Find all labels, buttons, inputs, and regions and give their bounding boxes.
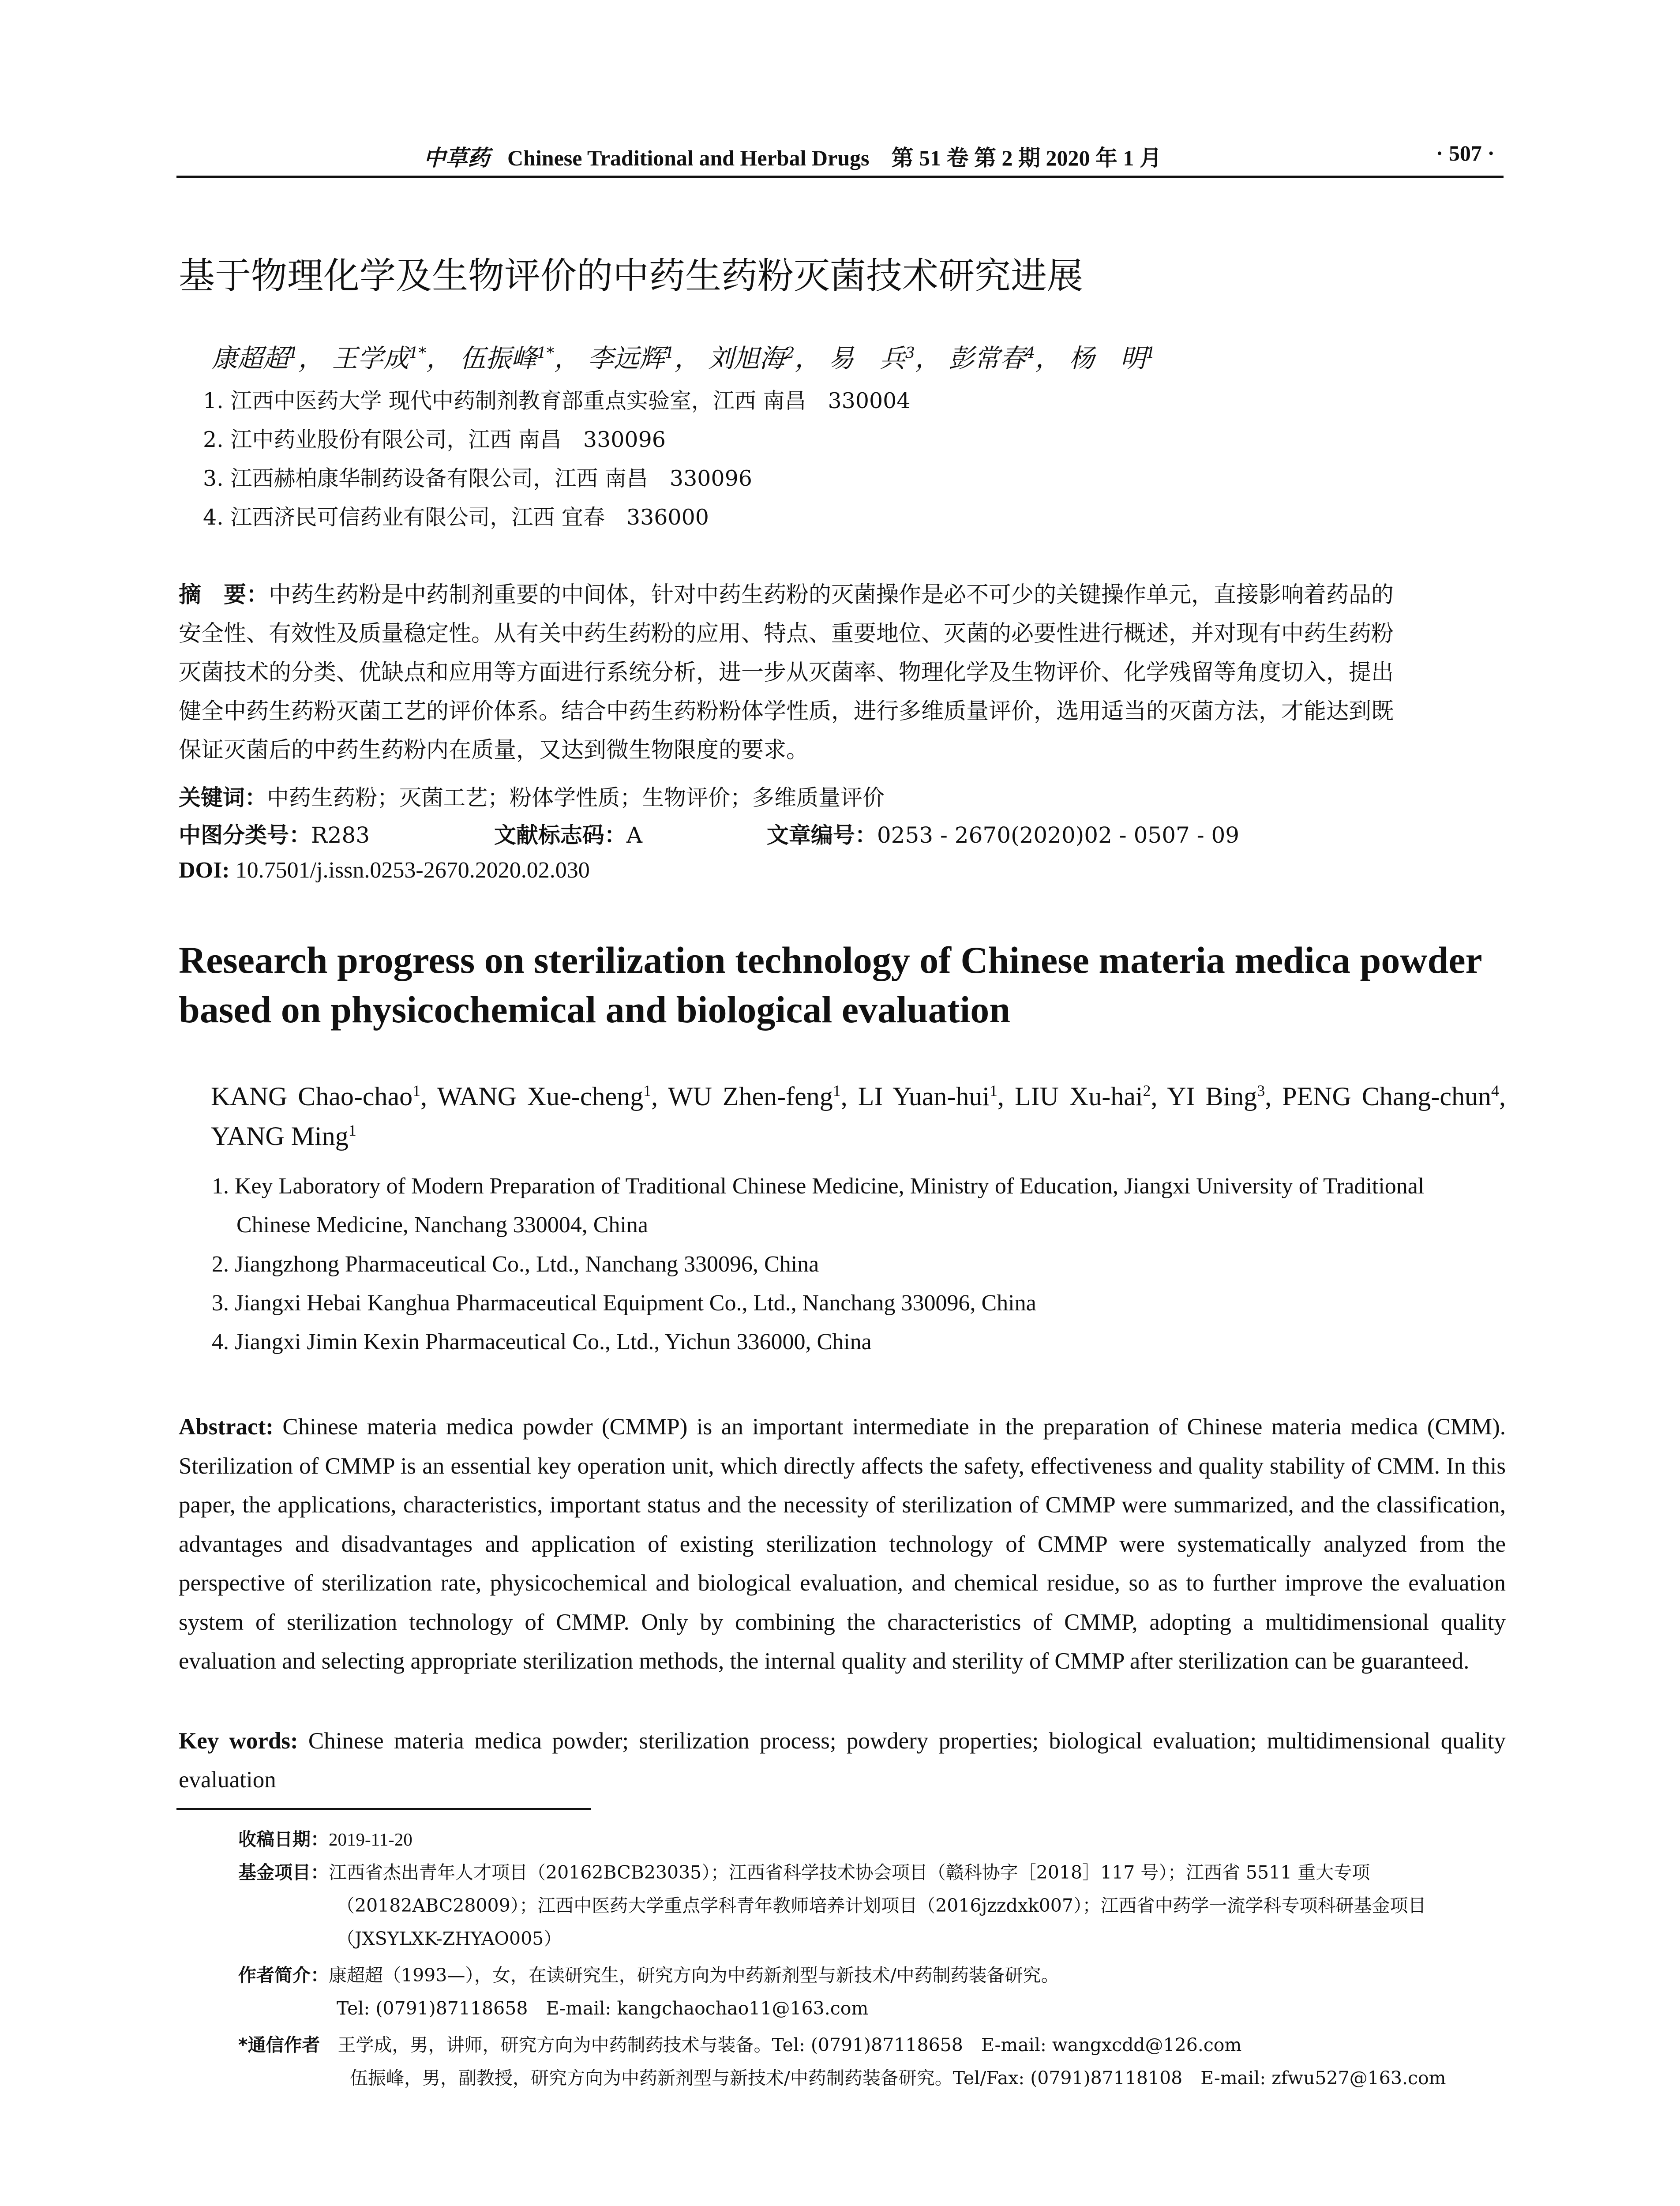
document-code: A — [626, 822, 643, 848]
cn-author: 王学成$^{1*}$ — [332, 343, 427, 373]
cn-keywords — [179, 780, 885, 812]
corresponding-author-line: 伍振峰，男，副教授，研究方向为中药新剂型与新技术/中药制药装备研究。Tel/Fax: (0791)87118108 E-mail: zfwu527@163.com — [350, 2067, 1446, 2089]
fund-project-line: （JXSYLXK-ZHYAO005） — [337, 1928, 562, 1949]
journal-name — [424, 140, 1162, 172]
cn-author: 易 兵$^3$ — [828, 343, 915, 373]
journal-line: Chinese Traditional and Herbal Drugs 第 51 卷 第 2 期 2020 年 1 月 — [507, 146, 1162, 170]
en-title: Research progress on sterilization technology of Chinese materia medica powder based on physicochemical and biological evaluation — [179, 939, 1482, 1031]
cn-author: 刘旭海$^2$ — [708, 343, 795, 373]
journal-logo: 中草药 — [424, 145, 490, 171]
author-bio-contact: Tel: (0791)87118658 E-mail: kangchaochao11@163.com — [337, 1998, 869, 2019]
en-abstract-label: Abstract: — [179, 1414, 274, 1440]
clc-number: R283 — [311, 822, 370, 848]
en-author: LIU Xu-hai$^2$ — [1015, 1082, 1151, 1111]
header-rule — [176, 176, 1504, 178]
footnote-rule — [176, 1808, 591, 1810]
en-author: KANG Chao-chao$^1$ — [211, 1082, 421, 1111]
author-bio: 作者简介：康超超（1993—），女，在读研究生，研究方向为中药新剂型与新技术/中药制药装备研究。 — [238, 1965, 1059, 1986]
cn-keywords-text: 中药生药粉；灭菌工艺；粉体学性质；生物评价；多维质量评价 — [267, 785, 885, 810]
en-keywords-label: Key words: — [179, 1728, 298, 1754]
en-affiliation: 3. Jiangxi Hebai Kanghua Pharmaceutical Equipment Co., Ltd., Nanchang 330096, China — [212, 1291, 1036, 1316]
en-abstract — [179, 1407, 1506, 1681]
cn-author: 彭常春$^4$ — [949, 343, 1035, 373]
en-author: WU Zhen-feng$^1$ — [668, 1082, 841, 1111]
cn-author-list: 康超超$^1$， 王学成$^{1*}$， 伍振峰$^{1*}$， 李远辉$^1$， 刘旭海$^2$， 易 兵$^3$， 彭常春$^4$， 杨 明$^1$ — [212, 343, 1156, 373]
en-affiliation: 1. Key Laboratory of Modern Preparation of Traditional Chinese Medicine, Ministry of Education, Jiangxi University of Traditional Chinese Medicine, Nanchang 330004, China — [212, 1174, 1425, 1238]
fund-project-line: （20182ABC28009）；江西中医药大学重点学科青年教师培养计划项目（2016jzzdxk007）；江西省中药学一流学科专项科研基金项目 — [337, 1895, 1426, 1916]
cn-author: 伍振峰$^{1*}$ — [460, 343, 555, 373]
cn-author: 杨 明$^1$ — [1069, 343, 1156, 373]
en-keywords — [179, 1722, 1506, 1799]
en-author: YI Bing$^3$ — [1167, 1082, 1265, 1111]
fund-project: 基金项目：江西省杰出青年人才项目（20162BCB23035）；江西省科学技术协会项目（赣科协字［2018］117 号）；江西省 5511 重大专项 — [238, 1862, 1370, 1883]
en-affiliation: 2. Jiangzhong Pharmaceutical Co., Ltd., Nanchang 330096, China — [212, 1252, 819, 1277]
cn-affiliation: 2. 江中药业股份有限公司，江西 南昌 330096 — [203, 427, 666, 452]
cn-author: 康超超$^1$ — [212, 343, 299, 373]
page-number: · 507 · — [1436, 141, 1495, 165]
en-author: WANG Xue-cheng$^1$ — [437, 1082, 652, 1111]
cn-author: 李远辉$^1$ — [588, 343, 675, 373]
corresponding-author: *通信作者 王学成，男，讲师，研究方向为中药制药技术与装备。Tel: (0791)87118658 E-mail: wangxcdd@126.com — [238, 2034, 1242, 2056]
en-author: PENG Chang-chun$^4$ — [1282, 1082, 1500, 1111]
en-affiliation: 4. Jiangxi Jimin Kexin Pharmaceutical Co., Ltd., Yichun 336000, China — [212, 1329, 872, 1354]
en-abstract-text: Chinese materia medica powder (CMMP) is an important intermediate in the preparation of Chinese materia medica (CMM). Sterilization of CMMP is an essential key operation unit, which directly affects the safety, effectiveness and quality stability of CMM. In this paper, the applications, characteristics, important status and the necessity of sterilization of CMMP were summarized, and the classification, advantages and disadvantages and application of existing sterilization technology of CMMP were systematically analyzed from the perspective of sterilization rate, physicochemical and biological evaluation, and chemical residue, so as to further improve the evaluation system of sterilization technology of CMMP. Only by combining the characteristics of CMMP, adopting a multidimensional quality evaluation and selecting appropriate sterilization methods, the internal quality and sterility of CMMP after sterilization can be guaranteed. — [179, 1414, 1506, 1674]
en-author: YANG Ming$^1$ — [211, 1122, 356, 1151]
en-author-list: KANG Chao-chao$^1$, WANG Xue-cheng$^1$, WU Zhen-feng$^1$, LI Yuan-hui$^1$, LIU Xu-hai$^2$, YI Bing$^3$, PENG Chang-chun$^4$, YANG Ming$^1$ — [211, 1082, 1506, 1151]
received-date: 收稿日期：2019-11-20 — [238, 1829, 412, 1850]
en-author: LI Yuan-hui$^1$ — [858, 1082, 998, 1111]
cn-affiliation: 3. 江西赫柏康华制药设备有限公司，江西 南昌 330096 — [203, 466, 752, 491]
doi: DOI: 10.7501/j.issn.0253-2670.2020.02.030 — [179, 858, 590, 883]
running-header — [176, 140, 1504, 176]
cn-abstract: 摘 要：中药生药粉是中药制剂重要的中间体，针对中药生药粉的灭菌操作是必不可少的关键操作单元，直接影响着药品的 安全性、有效性及质量稳定性。从有关中药生药粉的应用、特点、重要地位、灭菌的必要性进行概述，并对现有中药生药粉 灭菌技术的分类、优缺点和应用等方面进行系统分析，进一步从灭菌率、物理化学及生物评价、化学残留等角度切入，提出 健全中药生药粉灭菌工艺的评价体系。结合中药生药粉粉体学性质，进行多维质量评价，选用适当的灭菌方法，才能达到既 保证灭菌后的中药生药粉内在质量，又达到微生物限度的要求。 — [179, 582, 1394, 763]
cn-abstract-label: 摘 要： — [179, 582, 269, 608]
cn-title: 基于物理化学及生物评价的中药生药粉灭菌技术研究进展 — [179, 255, 1084, 297]
article-number: 0253 - 2670(2020)02 - 0507 - 09 — [877, 822, 1240, 848]
cn-affiliation: 1. 江西中医药大学 现代中药制剂教育部重点实验室，江西 南昌 330004 — [203, 388, 911, 413]
en-keywords-text: Chinese materia medica powder; sterilization process; powdery properties; biological evaluation; multidimensional quality evaluation — [179, 1728, 1506, 1793]
cn-keywords-label: 关键词： — [179, 785, 267, 810]
doi-value[interactable]: 10.7501/j.issn.0253-2670.2020.02.030 — [235, 858, 590, 883]
cn-affiliation: 4. 江西济民可信药业有限公司，江西 宜春 336000 — [203, 505, 709, 530]
classification-line: 中图分类号：R283 文献标志码：A 文章编号：0253 - 2670(2020)02 - 0507 - 09 — [179, 822, 1240, 848]
